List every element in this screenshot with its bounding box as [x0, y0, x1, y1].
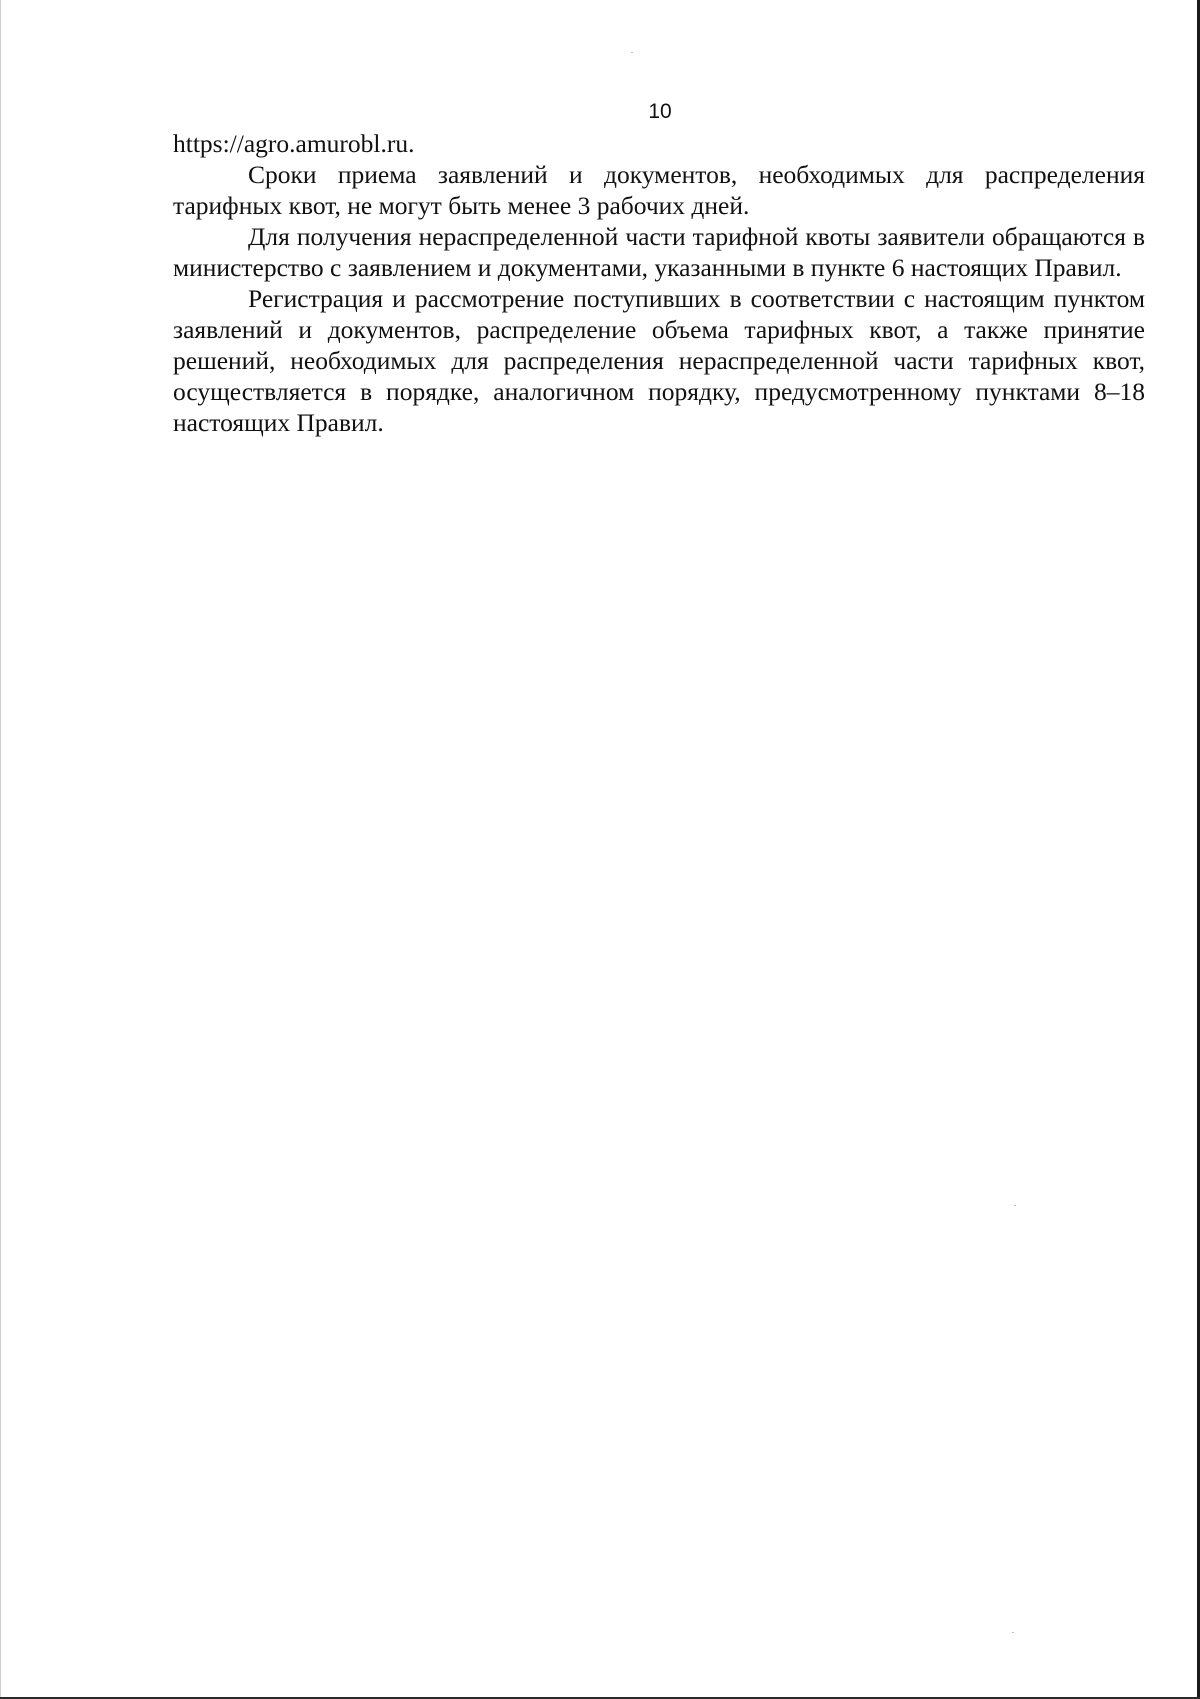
- scan-left-edge: [0, 0, 1, 1699]
- paragraph-application-deadline: Сроки приема заявлений и документов, необходимых для распределения тарифных квот, не могут быть менее 3 рабочих дней.: [173, 160, 1145, 220]
- page-number: 10: [648, 100, 672, 123]
- scan-speck: [631, 52, 633, 53]
- scan-speck: [1012, 1632, 1014, 1633]
- url-line: https://agro.amurobl.ru.: [173, 129, 415, 158]
- paragraph-registration-procedure: Регистрация и рассмотрение поступивших в соответствии с настоящим пунктом заявлений и документов, распределение объема тарифных квот, а также принятие решений, необходимых для распределения нераспределенной части тарифных квот, осуществляется в порядке, аналогичном порядку, предусмотренному пунктами 8–18 настоящих Правил.: [173, 284, 1145, 437]
- paragraph-unallocated-quota: Для получения нераспределенной части тарифной квоты заявители обращаются в министерство с заявлением и документами, указанными в пункте 6 настоящих Правил.: [173, 222, 1145, 282]
- document-body: [173, 128, 1145, 438]
- scan-speck: [1014, 1205, 1016, 1206]
